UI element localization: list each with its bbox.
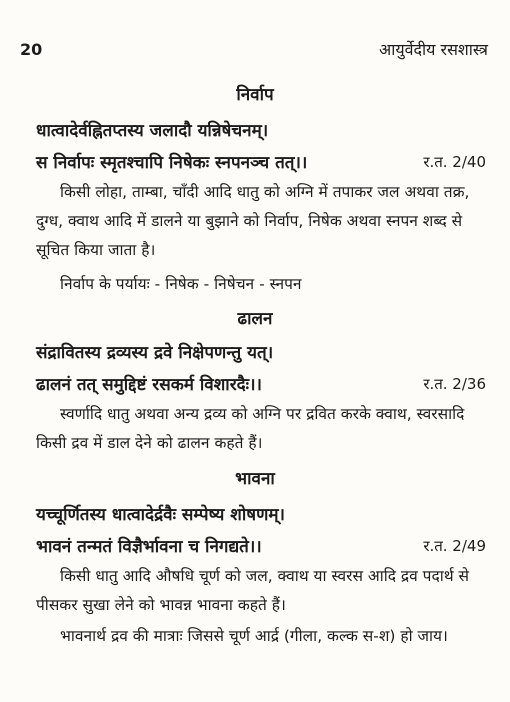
verse-reference: र.त. 2/49 bbox=[423, 537, 486, 555]
page-number: 20 bbox=[20, 40, 43, 59]
verse-reference: र.त. 2/36 bbox=[423, 375, 486, 393]
verse-line: संद्रावितस्य द्रव्यस्य द्रवे निक्षेपणन्तु यत्। bbox=[36, 343, 274, 363]
verse-line: भावनं तन्मतं विज्ञैर्भावना च निगद्यते।। bbox=[36, 537, 262, 557]
section-heading-dhalan: ढालन bbox=[237, 309, 273, 329]
running-header-title: आयुर्वेदीय रसशास्त्र bbox=[379, 40, 488, 59]
section-heading-bhavana: भावना bbox=[235, 469, 275, 489]
paragraph: भावनार्थ द्रव की मात्राः जिससे चूर्ण आर्द्र (गीला, कल्क स-श) हो जाय। bbox=[60, 627, 448, 645]
paragraph: किसी धातु आदि औषधि चूर्ण को जल, क्वाथ या स्वरस आदि द्रव पदार्थ से पीसकर सुखा लेने को भावन्न भावना कहते हैं। bbox=[36, 567, 470, 614]
paragraph: स्वर्णादि धातु अथवा अन्य द्रव्य को अग्नि पर द्रवित करके क्वाथ, स्वरसादि किसी द्रव में डाल देने को ढालन कहते हैं। bbox=[36, 405, 465, 452]
verse-line: यच्चूर्णितस्य धात्वादेर्द्रवैः सम्पेष्य शोषणम्। bbox=[36, 505, 285, 525]
verse-line: स निर्वापः स्मृतश्चापि निषेकः स्नपनञ्च तत्।। bbox=[36, 153, 308, 173]
verse-reference: र.त. 2/40 bbox=[423, 153, 486, 171]
synonyms-line: निर्वाप के पर्यायः - निषेक - निषेचन - स्नपन bbox=[60, 275, 302, 293]
verse-line: ढालनं तत् समुद्दिष्टं रसकर्म विशारदैः।। bbox=[36, 375, 262, 395]
paragraph: किसी लोहा, ताम्बा, चाँदी आदि धातु को अग्नि में तपाकर जल अथवा तक्र, दुग्ध, क्वाथ आदि में डालने या बुझाने को निर्वाप, निषेक अथवा स्नपन शब्द से सूचित किया जाता है। bbox=[36, 183, 470, 259]
verse-line: धात्वादेर्वह्नितप्तस्य जलादौ यन्निषेचनम्। bbox=[36, 121, 269, 141]
section-heading-nirvap: निर्वाप bbox=[236, 85, 274, 105]
